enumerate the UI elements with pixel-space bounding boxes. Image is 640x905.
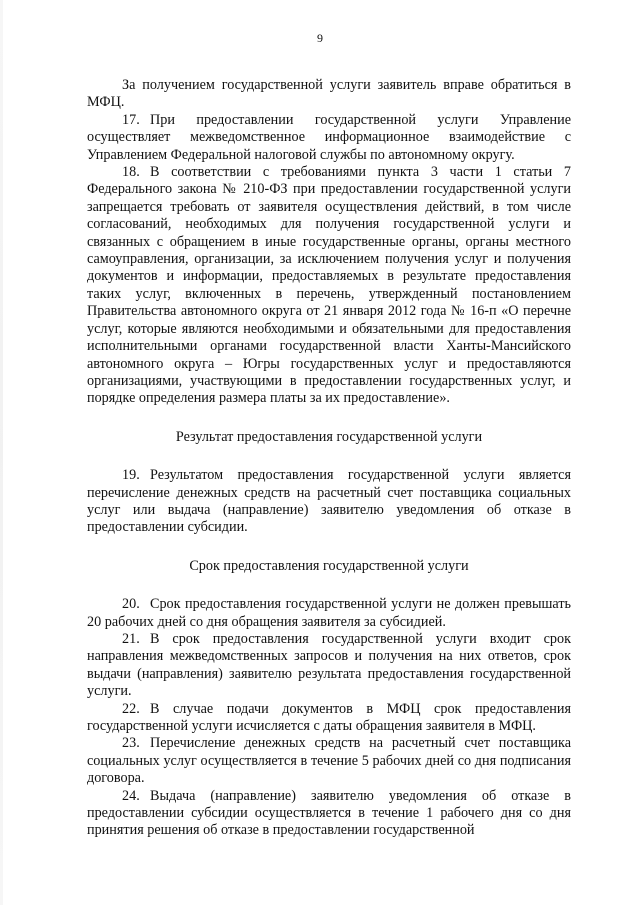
paragraph-24 — [87, 788, 571, 840]
document-body — [87, 77, 571, 840]
paragraph-number: 24. — [122, 787, 140, 804]
scan-edge-mark — [0, 0, 3, 905]
paragraph-text: Результатом предоставления государственной услуги является перечисление денежных средств на расчетный счет поставщика социальных услуг или выдача (направление) заявителю уведомления об отказе в предоставлении субсидии. — [87, 467, 571, 536]
section-heading-result: Результат предоставления государственной услуги — [175, 428, 483, 445]
paragraph-text: При предоставлении государственной услуги Управление осуществляет межведомственное информационное взаимодействие с Управлением Федеральной налоговой службы по автономному округу. — [87, 111, 571, 163]
paragraph-text: За получением государственной услуги заявитель вправе обратиться в МФЦ. — [87, 77, 571, 111]
paragraph-text: Выдача (направление) заявителю уведомления об отказе в предоставлении субсидии осуществляется в течение 1 рабочего дня со дня принятия решения об отказе в предоставлении государственной — [87, 787, 571, 839]
paragraph-19 — [87, 467, 571, 537]
paragraph-22 — [87, 701, 571, 736]
paragraph-number: 18. — [122, 164, 140, 181]
paragraph-17 — [87, 112, 571, 164]
paragraph-18 — [87, 164, 571, 408]
paragraph-text: В случае подачи документов в МФЦ срок предоставления государственной услуги исчисляется с даты обращения заявителя в МФЦ. — [87, 700, 571, 734]
paragraph-mfc — [87, 77, 571, 112]
paragraph-text: Перечисление денежных средств на расчетный счет поставщика социальных услуг осуществляется в течение 5 рабочих дней со дня подписания договора. — [87, 735, 571, 787]
paragraph-number: 22. — [122, 700, 140, 717]
paragraph-text: Срок предоставления государственной услуги не должен превышать 20 рабочих дней со дня обращения заявителя за субсидией. — [87, 596, 571, 630]
paragraph-23 — [87, 735, 571, 787]
paragraph-number: 17. — [122, 111, 140, 128]
paragraph-text: В срок предоставления государственной услуги входит срок направления межведомственных запросов и получения на них ответов, срок выдачи (направления) заявителю результата предоставления государственной услуги. — [87, 630, 571, 700]
paragraph-20 — [87, 596, 571, 631]
page-number: 9 — [317, 31, 323, 45]
paragraph-21 — [87, 631, 571, 701]
paragraph-number: 19. — [122, 467, 140, 484]
paragraph-number: 21. — [122, 630, 140, 647]
section-heading-term: Срок предоставления государственной услуги — [189, 557, 469, 574]
paragraph-number: 20. — [122, 596, 140, 613]
paragraph-number: 23. — [122, 735, 140, 752]
paragraph-text: В соответствии с требованиями пункта 3 части 1 статьи 7 Федерального закона № 210-ФЗ при предоставлении государственной услуги запрещается требовать от заявителя осуществления действий, в том числе согласований, необходимых для получения государственной услуги и связанных с обращением в иные государственные органы, органы местного самоуправления, организации, за исключением получения услуг и получения документов и информации, предоставляемых в результате предоставления таких услуг, включенных в перечень, утвержденный постановлением Правительства автономного округа от 21 января 2012 года № 16-п «О перечне услуг, которые являются необходимыми и обязательными для предоставления исполнительными органами государственной власти Ханты-Мансийского автономного округа – Югры государственных услуг и предоставляются организациями, участвующими в предоставлении государственных услуг, и порядке определения размера платы за их предоставление». — [87, 164, 571, 407]
